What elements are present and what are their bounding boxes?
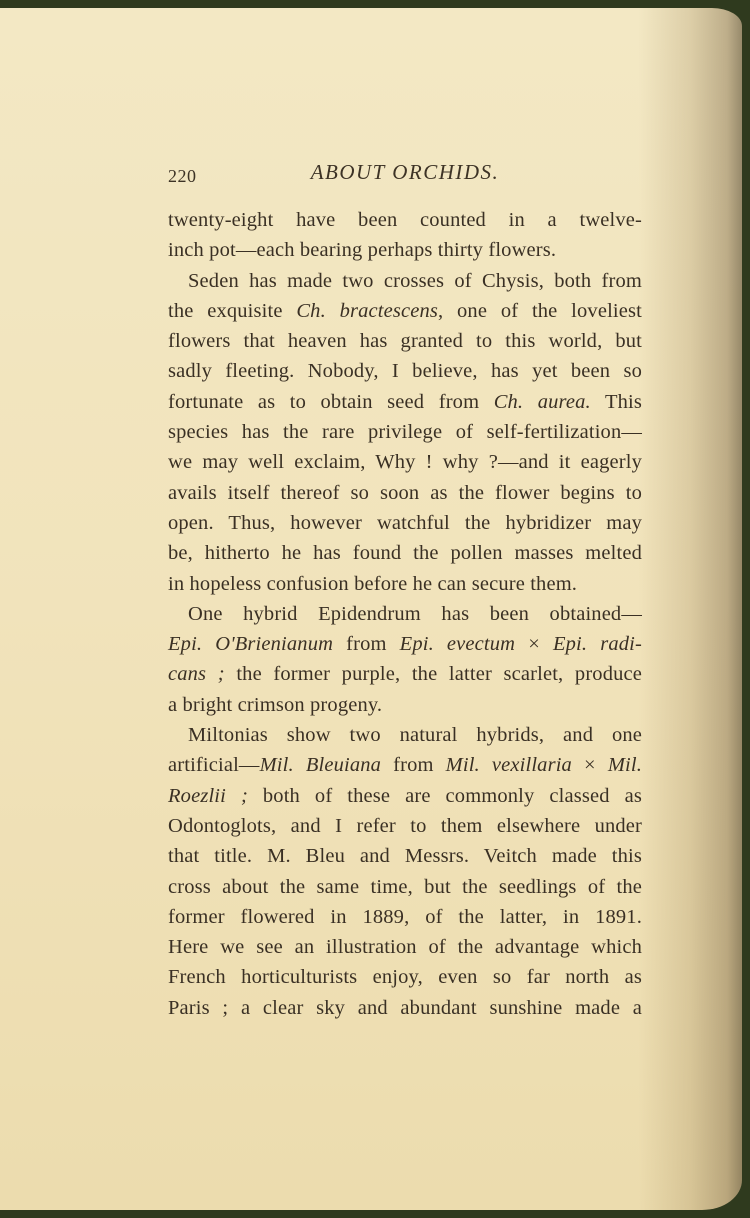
text-line: open. Thus, however watchful the hybridizer may [168, 511, 642, 534]
text-line: sadly fleeting. Nobody, I believe, has yet been so [168, 360, 642, 383]
text-line: former flowered in 1889, of the latter, in 1891. [168, 905, 642, 928]
text-line: we may well exclaim, Why ! why ?—and it eagerly [168, 451, 642, 474]
text-line: a bright crimson progeny. [168, 693, 383, 716]
text-line: artificial—Mil. Bleuiana from Mil. vexillaria × Mil. [168, 754, 643, 777]
text-line: the exquisite Ch. bractescens, one of the loveliest [168, 299, 642, 322]
species-name: Mil. vexillaria [445, 754, 572, 777]
text-line: be, hitherto he has found the pollen masses melted [168, 542, 642, 565]
book-page [0, 8, 742, 1210]
body-text [168, 205, 642, 1023]
text-line: flowers that heaven has granted to this world, but [168, 330, 642, 353]
text-line: Here we see an illustration of the advantage which [168, 936, 642, 959]
text-line: avails itself thereof so soon as the flower begins to [168, 481, 642, 504]
running-head [168, 160, 642, 194]
species-name: Mil. Bleuiana [259, 754, 382, 777]
species-name: Epi. evectum [399, 633, 516, 656]
species-name: Epi. radi- [552, 633, 642, 656]
text-line: Seden has made two crosses of Chysis, both from [188, 269, 642, 292]
text-line: Paris ; a clear sky and abundant sunshine made a [168, 996, 642, 1019]
page-number: 220 [168, 166, 197, 186]
text-line: Odontoglots, and I refer to them elsewhere under [168, 814, 642, 837]
text-line: One hybrid Epidendrum has been obtained— [188, 602, 642, 625]
text-line: Roezlii ; both of these are commonly classed as [168, 784, 642, 807]
species-name: Mil. [607, 754, 643, 777]
running-title: ABOUT ORCHIDS. [310, 160, 500, 184]
text-line: Miltonias show two natural hybrids, and one [188, 724, 642, 747]
text-line: fortunate as to obtain seed from Ch. aurea. This [168, 390, 642, 413]
text-line: species has the rare privilege of self-fertilization— [168, 421, 642, 444]
text-line: inch pot—each bearing perhaps thirty flowers. [168, 239, 557, 262]
text-line: French horticulturists enjoy, even so far north as [168, 966, 642, 989]
text-line: in hopeless confusion before he can secure them. [168, 572, 578, 595]
text-line: cans ; the former purple, the latter scarlet, produce [168, 663, 642, 686]
species-name: Roezlii ; [168, 784, 248, 807]
text-line: Epi. O'Brienianum from Epi. evectum × Epi. radi- [168, 633, 642, 656]
text-line: twenty-eight have been counted in a twelve- [168, 209, 642, 231]
species-name: Ch. aurea. [493, 390, 591, 413]
species-name: Epi. O'Brienianum [168, 633, 334, 656]
text-line: cross about the same time, but the seedlings of the [168, 875, 642, 898]
species-name: cans ; [168, 663, 225, 686]
text-line: that title. M. Bleu and Messrs. Veitch made this [168, 845, 642, 868]
species-name: Ch. bractescens [296, 299, 439, 322]
